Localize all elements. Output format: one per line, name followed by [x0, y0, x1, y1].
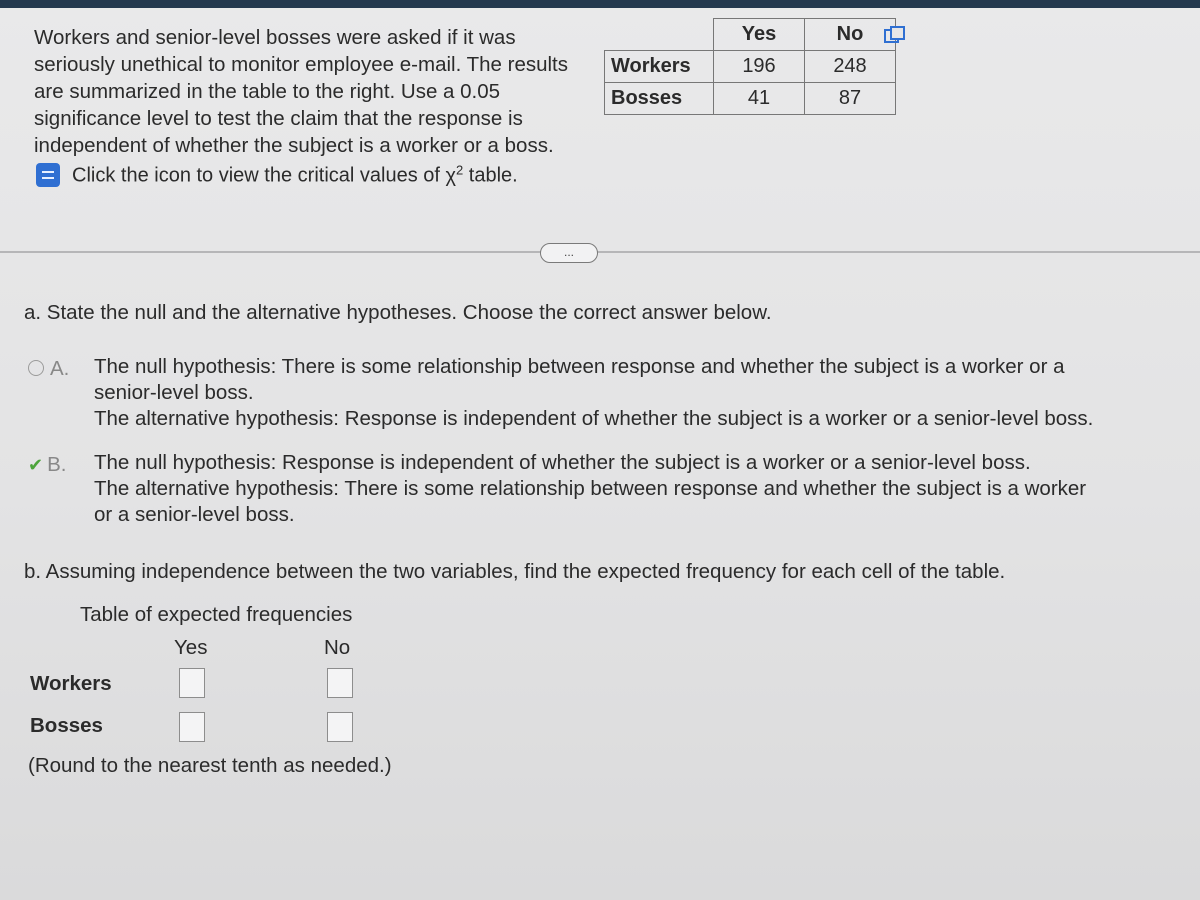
part-a-prompt: a. State the null and the alternative hypotheses. Choose the correct answer below. — [24, 301, 772, 324]
option-a-null: The null hypothesis: There is some relationship between response and whether the subject is a worker or a — [94, 355, 1065, 378]
answer-input-bosses-yes[interactable] — [179, 712, 205, 742]
question-line: Workers and senior-level bosses were asked if it was — [34, 26, 516, 49]
answer-input-bosses-no[interactable] — [327, 712, 353, 742]
expected-table-title: Table of expected frequencies — [80, 603, 353, 626]
link-text-after: table. — [463, 164, 518, 187]
table-corner — [605, 19, 714, 51]
column-header-no: No — [805, 19, 896, 51]
row-label-workers: Workers — [605, 51, 714, 83]
question-line: are summarized in the table to the right. Use a 0.05 — [34, 80, 501, 103]
option-b-alt: The alternative hypothesis: There is some relationship between response and whether the subject is a worker — [94, 477, 1087, 500]
option-a-null-cont: senior-level boss. — [94, 381, 254, 404]
cell-bosses-no: 87 — [805, 83, 896, 115]
option-b-text — [94, 450, 1194, 528]
chi-square-link-text — [72, 162, 518, 188]
row-label-bosses: Bosses — [605, 83, 714, 115]
question-line: seriously unethical to monitor employee e-mail. The results — [34, 53, 569, 76]
option-b-null: The null hypothesis: Response is independent of whether the subject is a worker or a senior-level boss. — [94, 451, 1031, 474]
option-letter: A. — [50, 357, 70, 380]
expected-column-yes: Yes — [174, 636, 208, 659]
part-b-prompt: b. Assuming independence between the two variables, find the expected frequency for each cell of the table. — [24, 560, 1006, 583]
answer-input-workers-no[interactable] — [327, 668, 353, 698]
top-bar — [0, 0, 1200, 8]
chi-exponent: 2 — [456, 162, 464, 177]
option-b[interactable] — [28, 450, 1194, 528]
copy-icon[interactable] — [884, 26, 904, 42]
chi-letter: χ — [445, 164, 456, 187]
radio-button-icon[interactable] — [28, 360, 44, 376]
section-divider — [0, 251, 1200, 253]
rounding-note: (Round to the nearest tenth as needed.) — [28, 754, 392, 777]
checkmark-icon: ✔ — [28, 455, 44, 475]
link-text-before: Click the icon to view the critical values of — [72, 164, 446, 187]
observed-data-table — [604, 18, 896, 115]
question-line: significance level to test the claim that the response is — [34, 107, 523, 130]
option-a[interactable] — [28, 354, 1194, 432]
option-a-marker[interactable] — [28, 356, 92, 382]
option-a-alt: The alternative hypothesis: Response is independent of whether the subject is a worker or a senior-level boss. — [94, 407, 1094, 430]
expected-row-workers: Workers — [30, 672, 112, 695]
cell-workers-no: 248 — [805, 51, 896, 83]
chi-symbol — [445, 162, 464, 187]
question-text — [34, 24, 594, 159]
chi-square-table-link[interactable] — [36, 162, 518, 188]
option-b-alt-cont: or a senior-level boss. — [94, 503, 295, 526]
cell-workers-yes: 196 — [714, 51, 805, 83]
option-letter: B. — [47, 453, 67, 476]
expected-row-bosses: Bosses — [30, 714, 103, 737]
answer-input-workers-yes[interactable] — [179, 668, 205, 698]
expected-column-no: No — [324, 636, 351, 659]
column-header-yes: Yes — [714, 19, 805, 51]
option-a-text — [94, 354, 1194, 432]
table-icon[interactable] — [36, 163, 60, 187]
expand-button[interactable]: ... — [540, 243, 598, 263]
option-b-marker[interactable] — [28, 452, 92, 478]
cell-bosses-yes: 41 — [714, 83, 805, 115]
question-line: independent of whether the subject is a worker or a boss. — [34, 134, 554, 157]
